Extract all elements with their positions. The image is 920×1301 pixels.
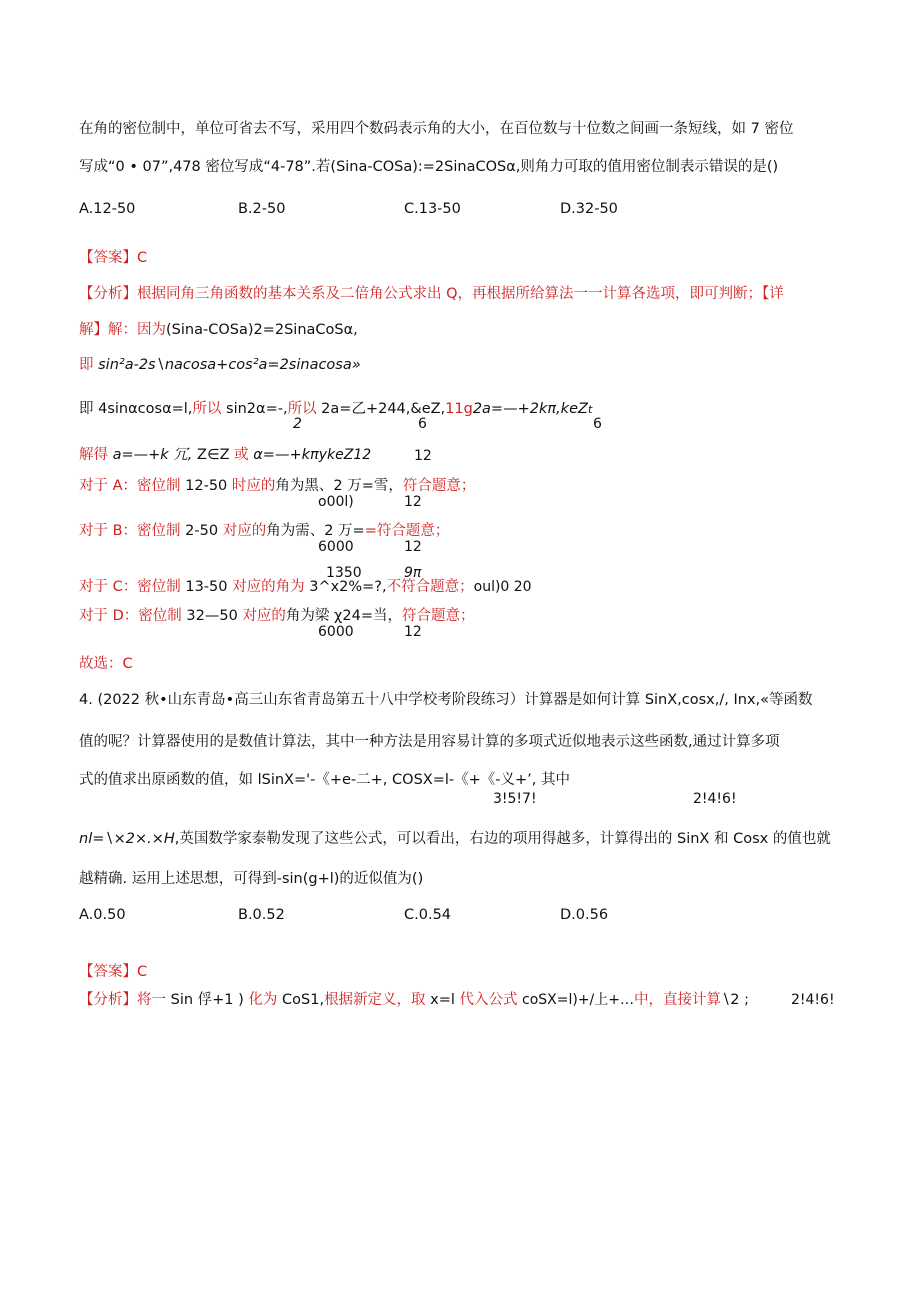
q3-step-jie bbox=[79, 446, 371, 465]
jie-12: 12 bbox=[414, 448, 432, 464]
q3-option-d: D.32-50 bbox=[560, 201, 618, 217]
checkC-label: 对于 C：密位制 bbox=[79, 579, 181, 595]
q3-line-1: 在角的密位制中，单位可省去不写，采用四个数码表示角的大小，在百位数与十位数之间画一条短线，如 7 密位 bbox=[79, 121, 794, 137]
ji2-h: t bbox=[587, 403, 593, 416]
ji2-e: 2a=乙+244,&eZ, bbox=[316, 401, 446, 417]
q3-check-d bbox=[79, 607, 475, 625]
q3-analysis-line-2 bbox=[79, 321, 358, 339]
q3-step-ji-1 bbox=[79, 356, 361, 374]
q4-line-5: 越精确. 运用上述思想，可得到-sin(g+l)的近似值为() bbox=[79, 871, 424, 887]
q4-line-2: 值的呢？计算器使用的是数值计算法，其中一种方法是用容易计算的多项式近似地表示这些函数,通过计算多项 bbox=[79, 734, 780, 750]
checkD-d: 角为梁 χ24=当， bbox=[285, 608, 402, 624]
q3-check-c bbox=[79, 578, 532, 597]
checkB-c: 对应的 bbox=[222, 523, 267, 539]
q4-line-4-text: ,英国数学家泰勒发现了这些公式，可以看出，右边的项用得越多，计算得出的 SinX 和 Cosx 的值也就 bbox=[174, 831, 831, 847]
q3-step-ji-2 bbox=[79, 400, 592, 418]
q4-option-a: A.0.50 bbox=[79, 907, 126, 923]
q3-option-a: A.12-50 bbox=[79, 201, 136, 217]
checkD-sub-1: 6000 bbox=[318, 624, 354, 640]
checkB-d: 角为需、2 万= bbox=[266, 523, 365, 539]
ji2-a: 即 4sinαcosα=l, bbox=[79, 401, 193, 417]
checkB-sub-2: 12 bbox=[404, 539, 422, 555]
q4-option-c: C.0.54 bbox=[404, 907, 452, 923]
checkC-code: 13-50 bbox=[180, 579, 233, 595]
an-f: x=l bbox=[425, 992, 460, 1008]
an-i: 中，直接计算 bbox=[634, 992, 721, 1008]
jie-or: 或 bbox=[234, 447, 249, 463]
ji2-f: 11g bbox=[445, 401, 473, 417]
an-a: 【分析】将一 bbox=[79, 992, 166, 1008]
ji-formula: sin²a-2s∖nacosa+cos²a=2sinacosa» bbox=[98, 357, 361, 373]
q4-option-b: B.0.52 bbox=[238, 907, 285, 923]
checkD-e: 符合题意； bbox=[402, 608, 475, 624]
q3-check-b bbox=[79, 522, 449, 540]
checkD-code: 32—50 bbox=[181, 608, 243, 624]
jie-f: ykeZ12 bbox=[318, 447, 372, 463]
q3-check-a bbox=[79, 477, 475, 495]
ji2-sub-2: 2 bbox=[293, 416, 302, 432]
q3-choice: 故选：C bbox=[79, 656, 133, 672]
an-c: 化为 bbox=[248, 992, 278, 1008]
checkA-e: 符合题意； bbox=[402, 478, 476, 494]
q4-line-3: 式的值求出原函数的值，如 lSinX='-《+e-二+, COSX=l-《+《-义+’, 其中 bbox=[79, 772, 570, 788]
q4-option-d: D.0.56 bbox=[560, 907, 609, 923]
checkA-label: 对于 A：密位制 bbox=[79, 478, 181, 494]
q4-line-4-formula: nl=∖×2×.×H bbox=[79, 831, 175, 847]
jie-label: 解得 bbox=[79, 447, 108, 463]
checkC-above-1: 1350 bbox=[326, 565, 362, 581]
an-e: 根据新定义，取 bbox=[324, 992, 426, 1008]
q3-option-b: B.2-50 bbox=[238, 201, 286, 217]
q4-analysis bbox=[79, 991, 749, 1010]
checkA-sub-1: o00l) bbox=[318, 494, 354, 510]
checkC-above-2: 9π bbox=[404, 565, 422, 581]
ji2-g: 2a=—+2kπ,keZ bbox=[472, 401, 588, 417]
jie-b: a=—+k 冗, bbox=[108, 447, 193, 463]
jie-e: α=—+kπ bbox=[248, 447, 319, 463]
q4-line-4 bbox=[79, 830, 831, 848]
an-h: coSX=l)+/上+… bbox=[517, 992, 634, 1008]
q3-option-c: C.13-50 bbox=[404, 201, 461, 217]
an-b: Sin 俘+1 ) bbox=[166, 992, 249, 1008]
checkC-f: oul)0 20 bbox=[473, 579, 532, 595]
jie-c: Z∈Z bbox=[192, 447, 235, 463]
q4-answer: 【答案】C bbox=[79, 964, 148, 980]
q4-line-1: 4. (2022 秋•山东青岛•高三山东省青岛第五十八中学校考阶段练习）计算器是如何计算 SinX,cosx,/, Inx,«等函数 bbox=[79, 692, 813, 708]
ji2-c: sin2α=-, bbox=[221, 401, 288, 417]
checkB-label: 对于 B：密位制 bbox=[79, 523, 181, 539]
checkC-c: 对应的角为 bbox=[232, 579, 305, 595]
ji2-suoyi-1: 所以 bbox=[192, 401, 222, 417]
checkD-sub-2: 12 bbox=[404, 624, 422, 640]
checkA-d: 角为黑、2 万=雪， bbox=[275, 478, 403, 494]
q3-line-2: 写成“0 • 07”,478 密位写成“4-78”.若(Sina-COSa):=2SinaCOSα,则角力可取的值用密位制表示错误的是() bbox=[79, 159, 779, 175]
q4-sub-factorials-1: 3!5!7! bbox=[493, 791, 537, 807]
checkC-d: 3^x2%=?, bbox=[304, 579, 387, 595]
checkD-c: 对应的 bbox=[242, 608, 286, 624]
ji-label: 即 bbox=[79, 357, 94, 373]
an-k: 2!4!6! bbox=[791, 992, 835, 1008]
an-g: 代入公式 bbox=[459, 992, 518, 1008]
checkB-sub-1: 6000 bbox=[318, 539, 354, 555]
checkA-c: 时应的 bbox=[231, 478, 276, 494]
checkB-e: =符合题意； bbox=[364, 523, 450, 539]
checkC-e: 不符合题意； bbox=[386, 579, 474, 595]
checkA-sub-2: 12 bbox=[404, 494, 422, 510]
q3-analysis-line-1: 【分析】根据同角三角函数的基本关系及二倍角公式求出 Q，再根据所给算法一一计算各选项，即可判断；【详 bbox=[79, 286, 784, 302]
analysis-2-formula: (Sina-COSa)2=2SinaCoSα, bbox=[166, 322, 358, 338]
q3-answer: 【答案】C bbox=[79, 250, 148, 266]
checkA-code: 12-50 bbox=[180, 478, 232, 494]
analysis-2-label: 解】解：因为 bbox=[79, 322, 166, 338]
checkD-label: 对于 D：密位制 bbox=[79, 608, 182, 624]
ji2-sub-6b: 6 bbox=[593, 416, 602, 432]
checkB-code: 2-50 bbox=[180, 523, 223, 539]
an-d: CoS1, bbox=[277, 992, 325, 1008]
q4-sub-factorials-2: 2!4!6! bbox=[693, 791, 737, 807]
ji2-suoyi-2: 所以 bbox=[287, 401, 317, 417]
ji2-sub-6a: 6 bbox=[418, 416, 427, 432]
an-j: ∖2 ; bbox=[721, 992, 749, 1008]
